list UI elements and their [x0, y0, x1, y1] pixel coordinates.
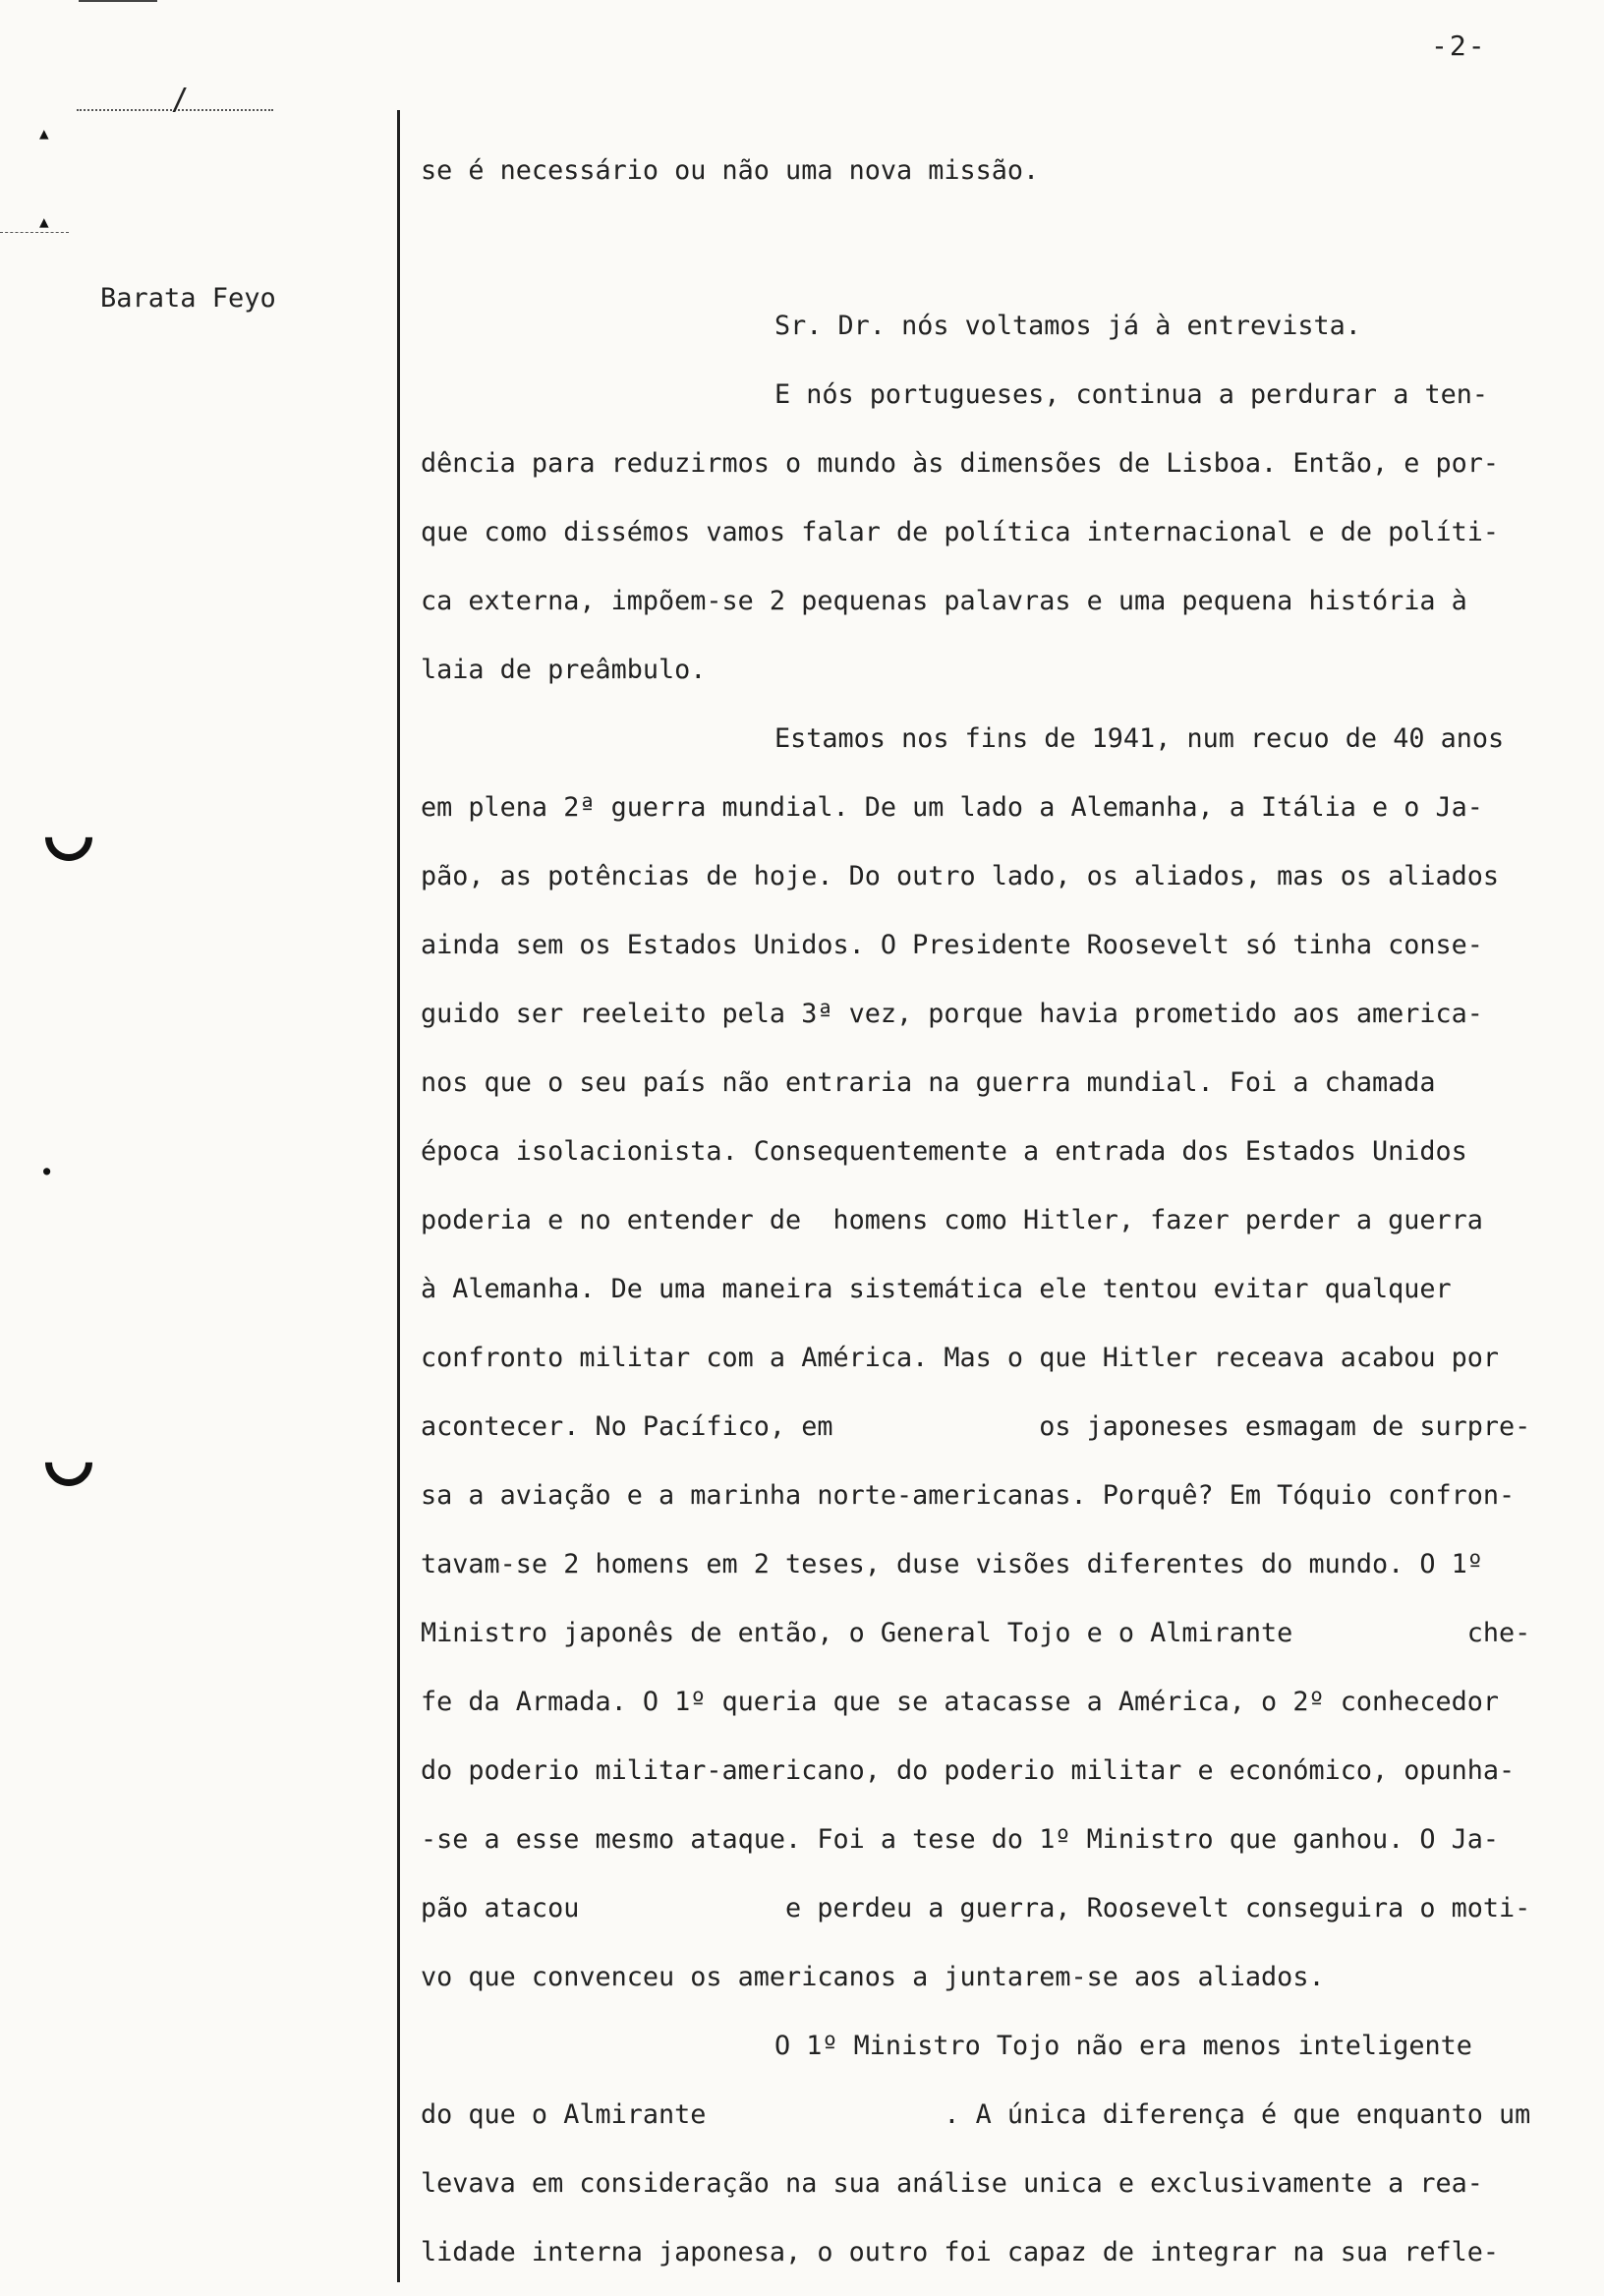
- text-line: lidade interna japonesa, o outro foi capaz de integrar na sua refle-: [421, 2237, 1500, 2267]
- text-line: E nós portugueses, continua a perdurar a ten-: [774, 379, 1488, 410]
- text-line: fe da Armada. O 1º queria que se atacasse a América, o 2º conhecedor: [421, 1687, 1500, 1717]
- text-line: à Alemanha. De uma maneira sistemática ele tentou evitar qualquer: [421, 1274, 1452, 1304]
- text-line: poderia e no entender de homens como Hitler, fazer perder a guerra: [421, 1205, 1483, 1235]
- margin-slash-mark: /: [171, 83, 190, 117]
- text-line: que como dissémos vamos falar de política internacional e de políti-: [421, 517, 1500, 547]
- text-line: laia de preâmbulo.: [421, 655, 707, 685]
- text-line: época isolacionista. Consequentemente a entrada dos Estados Unidos: [421, 1136, 1467, 1167]
- text-line: O 1º Ministro Tojo não era menos inteligente: [774, 2031, 1472, 2061]
- punch-hole-icon: [35, 804, 102, 871]
- text-line: confronto militar com a América. Mas o que Hitler receava acabou por: [421, 1343, 1500, 1373]
- text-line: sa a aviação e a marinha norte-americanas. Porquê? Em Tóquio confron-: [421, 1480, 1516, 1511]
- text-line: nos que o seu país não entraria na guerra mundial. Foi a chamada: [421, 1067, 1436, 1098]
- text-line: se é necessário ou não uma nova missão.: [421, 155, 1040, 186]
- margin-mark-icon: ▲: [39, 124, 49, 143]
- text-line: acontecer. No Pacífico, em os japoneses esmagam de surpre-: [421, 1411, 1531, 1442]
- top-rule: [79, 0, 157, 2]
- text-line: ainda sem os Estados Unidos. O Presidente Roosevelt só tinha conse-: [421, 930, 1483, 960]
- margin-dashed-line: [0, 232, 69, 233]
- text-line: ca externa, impõem-se 2 pequenas palavras e uma pequena história à: [421, 586, 1467, 616]
- text-line: dência para reduzirmos o mundo às dimensões de Lisboa. Então, e por-: [421, 448, 1500, 479]
- punch-hole-icon: [35, 1429, 102, 1496]
- text-line: levava em consideração na sua análise unica e exclusivamente a rea-: [421, 2168, 1483, 2199]
- margin-vertical-rule: [397, 110, 400, 2282]
- text-line: pão, as potências de hoje. Do outro lado, os aliados, mas os aliados: [421, 861, 1500, 891]
- text-line: do que o Almirante . A única diferença é que enquanto um: [421, 2099, 1531, 2130]
- text-line: -se a esse mesmo ataque. Foi a tese do 1º Ministro que ganhou. O Ja-: [421, 1824, 1500, 1855]
- text-line: Estamos nos fins de 1941, num recuo de 40 anos: [774, 723, 1505, 754]
- margin-dot-icon: ●: [43, 1164, 51, 1177]
- text-line: pão atacou e perdeu a guerra, Roosevelt conseguira o moti-: [421, 1893, 1531, 1923]
- text-line: guido ser reeleito pela 3ª vez, porque havia prometido aos america-: [421, 999, 1483, 1029]
- text-line: Sr. Dr. nós voltamos já à entrevista.: [774, 311, 1361, 341]
- text-line: Ministro japonês de então, o General Tojo e o Almirante che-: [421, 1618, 1531, 1648]
- text-line: vo que convenceu os americanos a juntarem-se aos aliados.: [421, 1962, 1325, 1992]
- text-line: do poderio militar-americano, do poderio militar e económico, opunha-: [421, 1755, 1516, 1786]
- speaker-name: Barata Feyo: [100, 283, 276, 314]
- transcript-body: [421, 137, 1569, 2287]
- text-line: tavam-se 2 homens em 2 teses, duse visões diferentes do mundo. O 1º: [421, 1549, 1483, 1579]
- text-line: em plena 2ª guerra mundial. De um lado a Alemanha, a Itália e o Ja-: [421, 792, 1483, 823]
- margin-mark-icon: ▲: [39, 212, 49, 231]
- page-number: -2-: [1431, 29, 1487, 62]
